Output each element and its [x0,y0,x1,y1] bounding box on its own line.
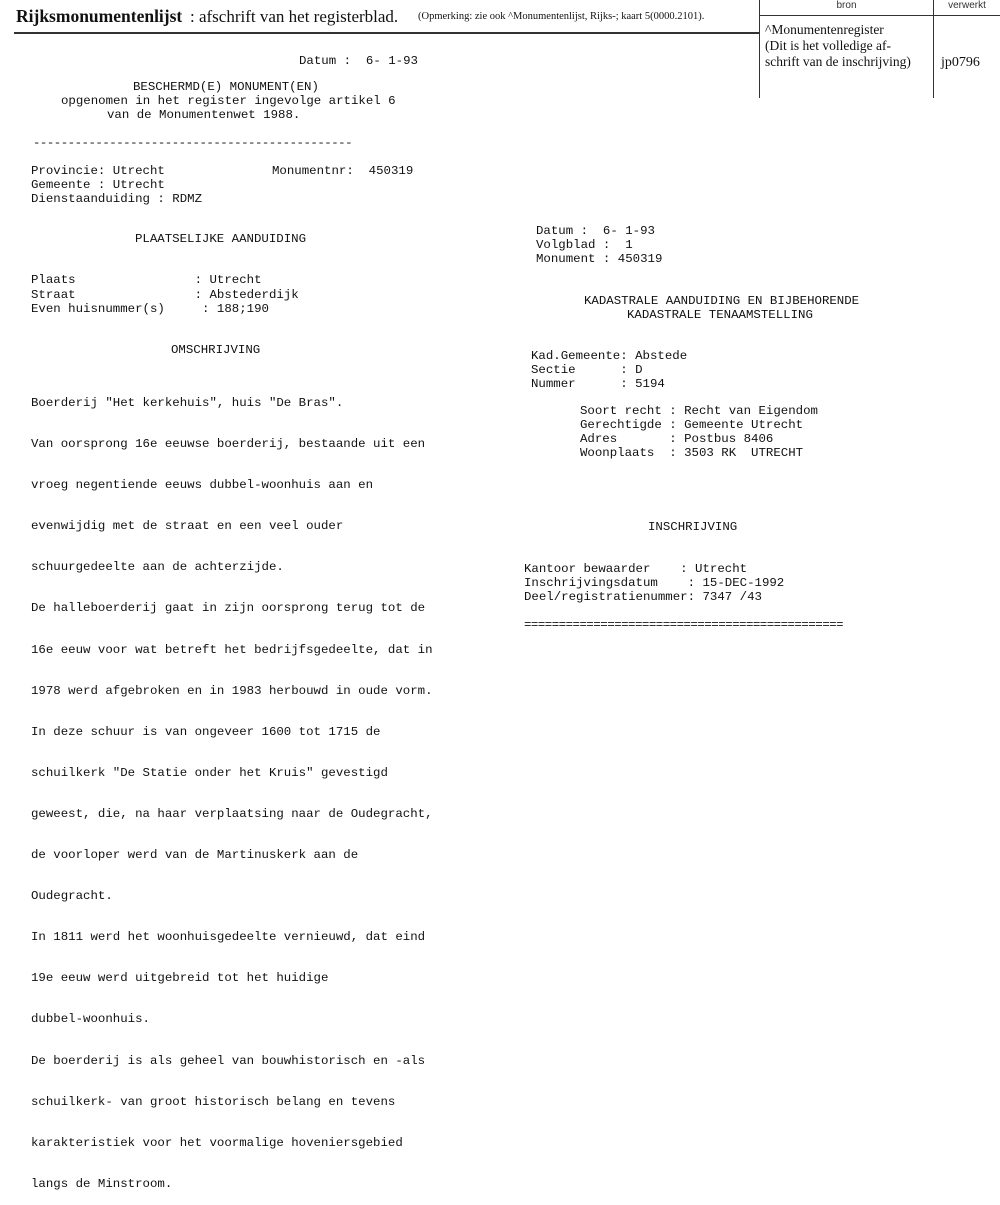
omschrijving-line: De halleboerderij gaat in zijn oorsprong terug tot de [31,601,426,616]
provincie-line: Provincie: Utrecht [31,164,165,178]
bron-cell [765,22,935,70]
kadastrale-heading-2: KADASTRALE TENAAMSTELLING [627,308,813,322]
omschrijving-line: schuurgedeelte aan de achterzijde. [31,560,284,575]
column-header-bron: bron [836,0,857,11]
header-rule [14,32,759,34]
dienst-line: Dienstaanduiding : RDMZ [31,192,203,206]
kadastrale-heading-1: KADASTRALE AANDUIDING EN BIJBEHORENDE [584,294,860,308]
datum-right: Datum : 6- 1-93 [536,224,655,238]
datum-left: Datum : 6- 1-93 [299,54,418,68]
inschrijving-heading: INSCHRIJVING [648,520,738,534]
opgenomen-line: opgenomen in het register ingevolge artikel 6 [61,94,396,108]
omschrijving-line: vroeg negentiende eeuws dubbel-woonhuis aan en [31,478,374,493]
omschrijving-line: De boerderij is als geheel van bouwhistorisch en -als [31,1053,426,1068]
omschrijving-line: langs de Minstroom. [31,1176,173,1191]
gerechtigde-line: Gerechtigde : Gemeente Utrecht [580,418,804,432]
omschrijving-line: 16e eeuw voor wat betreft het bedrijfsgedeelte, dat in [31,642,433,657]
gemeente-line: Gemeente : Utrecht [31,178,165,192]
beschermd-heading: BESCHERMD(E) MONUMENT(EN) [133,80,319,94]
soort-recht-line: Soort recht : Recht van Eigendom [580,404,818,418]
adres-line: Adres : Postbus 8406 [580,432,774,446]
bron-line: (Dit is het volledige af- [765,38,891,53]
document-subtitle: : afschrift van het registerblad. [190,7,399,26]
omschrijving-line: karakteristiek voor het voormalige hoveniersgebied [31,1135,403,1150]
plaatselijke-heading: PLAATSELIJKE AANDUIDING [135,232,307,246]
omschrijving-line: schuilkerk "De Statie onder het Kruis" gevestigd [31,765,388,780]
bron-line: schrift van de inschrijving) [765,54,911,69]
kad-gemeente-line: Kad.Gemeente: Abstede [531,349,688,363]
nummer-line: Nummer : 5194 [531,377,665,391]
woonplaats-line: Woonplaats : 3503 RK UTRECHT [580,446,804,460]
deel-line: Deel/registratienummer: 7347 /43 [524,590,762,604]
omschrijving-line: Boerderij "Het kerkehuis", huis "De Bras". [31,396,344,410]
omschrijving-line: 1978 werd afgebroken en in 1983 herbouwd in oude vorm. [31,683,433,698]
omschrijving-line: In 1811 werd het woonhuisgedeelte vernieuwd, dat eind [31,930,426,945]
kantoor-line: Kantoor bewaarder : Utrecht [524,562,748,576]
straat-line: Straat : Abstederdijk [31,288,299,302]
omschrijving-line: 19e eeuw werd uitgebreid tot het huidige [31,971,329,986]
verwerkt-cell: jp0796 [941,55,980,70]
bron-line: ^Monumentenregister [765,22,884,37]
omschrijving-line: geweest, die, na haar verplaatsing naar de Oudegracht, [31,806,433,821]
omschrijving-line: evenwijdig met de straat en een veel ouder [31,519,344,534]
wet-line: van de Monumentenwet 1988. [107,108,301,122]
monument-line: Monument : 450319 [536,252,663,266]
omschrijving-line: de voorloper werd van de Martinuskerk aan de [31,848,359,863]
omschrijving-heading: OMSCHRIJVING [171,343,261,357]
plaats-line: Plaats : Utrecht [31,273,262,287]
volgblad-line: Volgblad : 1 [536,238,633,252]
document-title: Rijksmonumentenlijst [16,6,183,26]
table-header-rule [759,15,1000,16]
omschrijving-text [31,369,433,1205]
omschrijving-line: Van oorsprong 16e eeuwse boerderij, bestaande uit een [31,437,426,452]
omschrijving-line: schuilkerk- van groot historisch belang en tevens [31,1094,396,1109]
omschrijving-line: dubbel-woonhuis. [31,1012,150,1027]
sectie-line: Sectie : D [531,363,643,377]
equals-rule: ============================================== [524,618,844,632]
inschrijvingsdatum-line: Inschrijvingsdatum : 15-DEC-1992 [524,576,785,590]
huisnummer-line: Even huisnummer(s) : 188;190 [31,302,269,316]
omschrijving-line: Oudegracht. [31,889,113,904]
monumentnr-line: Monumentnr: 450319 [272,164,414,178]
dash-rule: ---------------------------------------------- [33,136,353,150]
omschrijving-line: In deze schuur is van ongeveer 1600 tot 1715 de [31,724,381,739]
header-note: (Opmerking: zie ook ^Monumentenlijst, Rijks-; kaart 5(0000.2101). [418,11,705,22]
column-header-verwerkt: verwerkt [948,0,986,11]
